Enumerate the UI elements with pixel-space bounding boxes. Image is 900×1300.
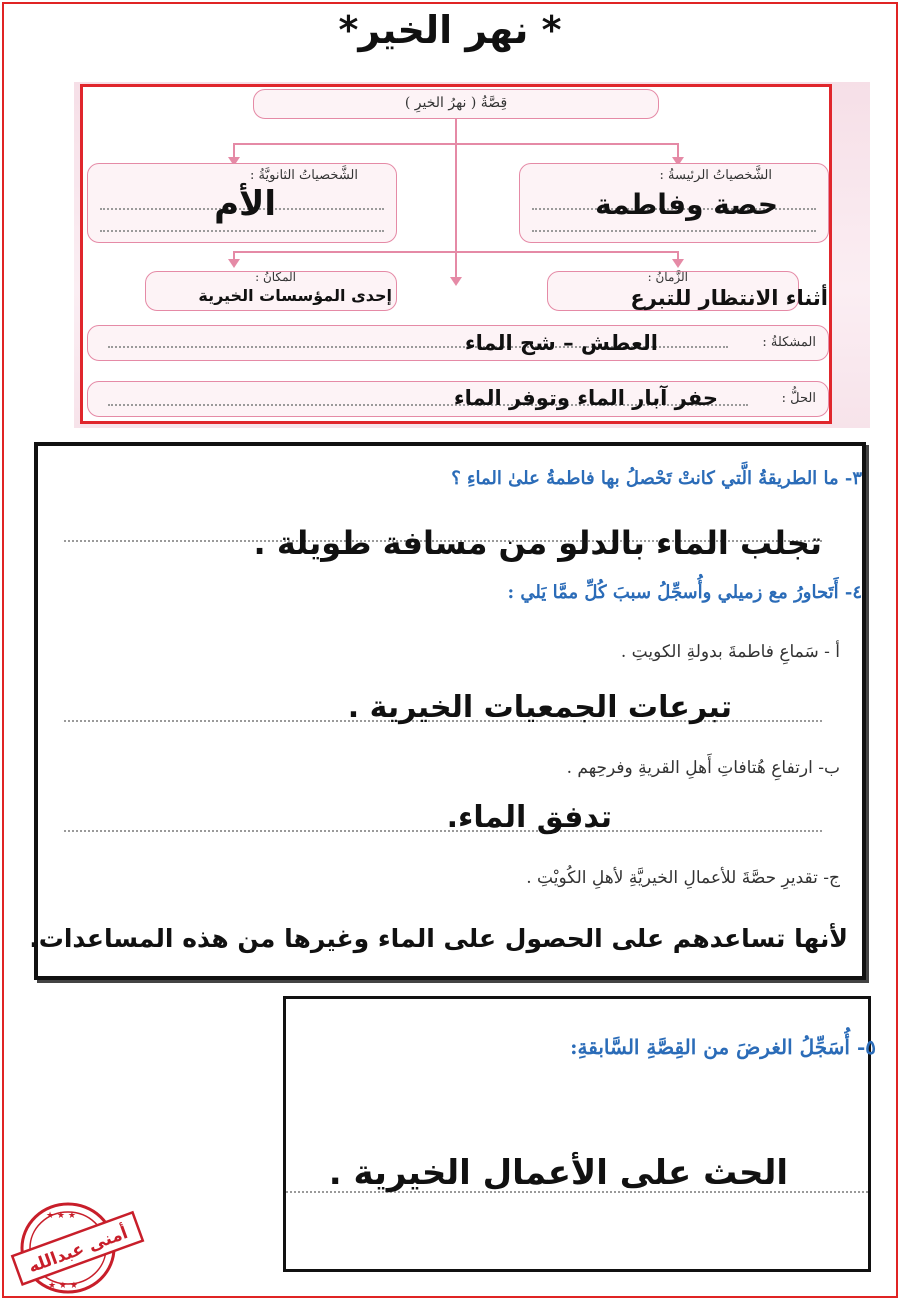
secondary-characters-label: الشَّخصياتُ الثانويَّةُ : — [250, 168, 358, 183]
question-3: ٣- ما الطريقةُ الَّتي كانتْ تَحْصلُ بها فاطمةُ علىٰ الماءِ ؟ — [451, 468, 862, 489]
page-title: * نهر الخير* — [338, 8, 562, 52]
svg-text:★ ★ ★: ★ ★ ★ — [46, 1211, 76, 1221]
question-4: ٤- أَتَحاورُ مع زميلي وأُسجِّلُ سببَ كُلِّ ممَّا يَلي : — [507, 582, 862, 603]
connector-horizontal-mid — [233, 251, 679, 253]
problem-box — [87, 325, 829, 361]
main-characters-answer: حصة وفاطمة — [595, 188, 778, 221]
place-box — [145, 271, 397, 311]
question-4b-dots — [64, 830, 822, 832]
story-title-box — [253, 89, 659, 119]
arrow-down-mid-left — [228, 259, 240, 268]
svg-text:★ ★ ★: ★ ★ ★ — [48, 1281, 78, 1291]
purpose-box — [283, 996, 876, 1272]
solution-answer: حفر آبار الماء وتوفر الماء — [453, 386, 718, 410]
connector-horizontal-top — [233, 143, 679, 145]
secondary-characters-answer: الأم — [214, 184, 276, 224]
stamp-text: أمنى عبدالله — [25, 1223, 131, 1278]
solution-box — [87, 381, 829, 417]
main-characters-dots-2 — [532, 230, 816, 232]
question-4a-answer: تبرعات الجمعيات الخيرية . — [347, 690, 732, 725]
main-characters-label: الشَّخصياتُ الرئيسةُ : — [659, 168, 772, 183]
place-label: المكانُ : — [255, 270, 296, 284]
question-5: ٥- أُسَجِّلُ الغرضَ من القِصَّةِ السَّابقةِ: — [570, 1035, 876, 1059]
question-4a: أ - سَماعِ فاطمةَ بدولةِ الكويتِ . — [620, 642, 840, 662]
time-box — [547, 270, 828, 311]
time-label: الزَّمانُ : — [647, 270, 688, 284]
question-4c: ج- تقديرِ حصَّةَ للأعمالِ الخيريَّةِ لأهلِ الكُويْتِ . — [526, 868, 840, 888]
problem-label: المشكلةُ : — [762, 335, 816, 350]
story-map — [80, 84, 832, 424]
solution-label: الحلُّ : — [781, 391, 816, 406]
question-5-answer: الحث على الأعمال الخيرية . — [328, 1153, 788, 1193]
signature-stamp — [6, 1192, 156, 1296]
time-answer: أثناء الانتظار للتبرع — [630, 286, 828, 310]
secondary-characters-dots-2 — [100, 230, 384, 232]
secondary-characters-box — [87, 163, 397, 243]
place-answer: إحدى المؤسسات الخيرية — [198, 286, 392, 305]
arrow-down-mid-right — [672, 259, 684, 268]
question-4b: ب- ارتفاعِ هُتافاتِ أَهلِ القريةِ وفرحِهم . — [566, 758, 840, 778]
main-characters-box — [519, 163, 829, 243]
question-4b-answer: تدفق الماء. — [446, 800, 612, 835]
problem-answer: العطش – شح الماء — [464, 331, 658, 355]
question-4c-answer: لأنها تساعدهم على الحصول على الماء وغيرها من هذه المساعدات. — [29, 924, 848, 953]
question-3-answer: تجلب الماء بالدلو من مسافة طويلة . — [253, 524, 822, 562]
questions-box — [29, 442, 866, 980]
arrow-down-center — [450, 277, 462, 286]
story-title: قِصَّةُ ( نهرُ الخيرِ ) — [404, 95, 508, 111]
